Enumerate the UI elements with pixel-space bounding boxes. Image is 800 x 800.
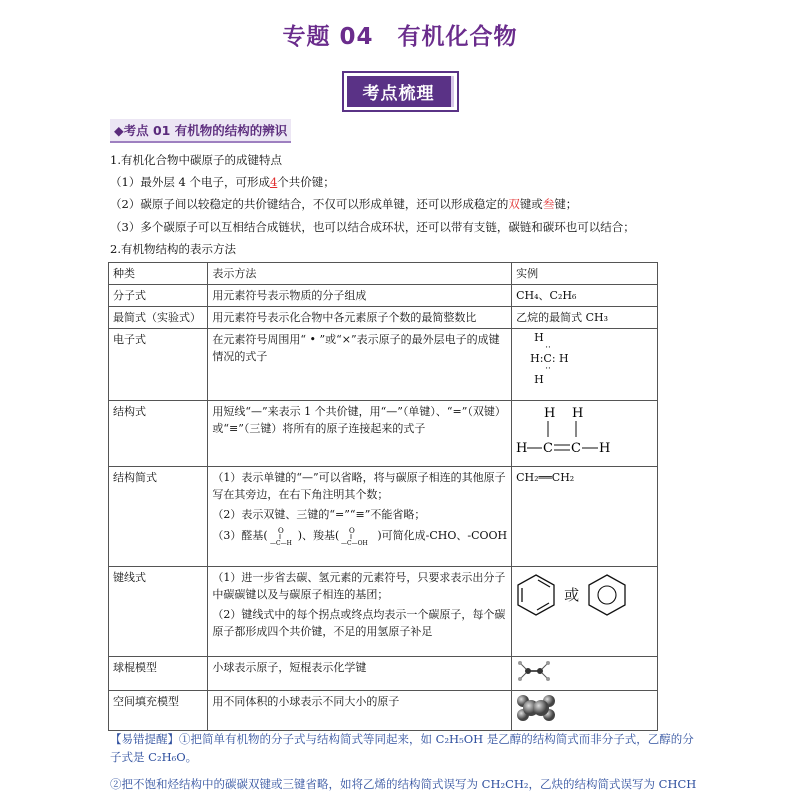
method-cell: （1）进一步省去碳、氢元素的元素符号，只要求表示出分子中碳碳键以及与碳原子相连的基团； （2）键线式中的每个拐点或终点均表示一个碳原子，每个碳原子都形成四个共价键，不足的用氢原子补足 [208,567,512,657]
kind-cell: 结构式 [109,401,208,467]
carboxyl-group-icon [339,526,377,546]
electron-formula: H ·· H:C: H ·· H [530,331,569,386]
table-row [109,263,658,285]
method-cell: 用短线“—”来表示 1 个共价键，用“—”（单键）、“=”（双键）或“≡”（三键）将所有的原子连接起来的式子 [208,401,512,467]
kind-cell: 电子式 [109,329,208,401]
section-banner: 考点梳理 [342,71,459,112]
example-cell [512,657,658,691]
example-cell [512,567,658,657]
error-note-1: 【易错提醒】①把简单有机物的分子式与结构简式等同起来，如 C₂H₅OH 是乙醇的结构简式而非分子式，乙醇的分子式是 C₂H₆O。 [110,732,694,764]
table-row [109,691,658,731]
table-row [109,567,658,657]
svg-text:H: H [544,406,556,421]
table-row [109,307,658,329]
svg-text:H: H [599,441,611,456]
svg-text:O: O [277,527,284,535]
svg-text:—C—H: —C—H [269,540,292,546]
kind-cell: 键线式 [109,567,208,657]
ethylene-structural-formula [516,403,636,459]
sec1-heading: 1.有机化合物中碳原子的成键特点 [110,153,282,167]
table-row [109,401,658,467]
benzene-ring-icon [587,573,627,617]
kind-cell: 最简式（实验式） [109,307,208,329]
example-cell: 乙烷的最简式 CH₃ [512,307,658,329]
svg-text:C: C [571,441,582,456]
table-row [109,285,658,307]
example-cell [512,691,658,731]
sec1-line2: （2）碳原子间以较稳定的共价键结合，不仅可以形成单键，还可以形成稳定的双键或叁键； [110,197,578,211]
example-cell [512,329,658,401]
table-row [109,329,658,401]
sec2-heading: 2.有机物结构的表示方法 [110,242,236,256]
kind-cell: 结构简式 [109,467,208,567]
header-cell: 表示方法 [208,263,512,285]
example-cell [512,401,658,467]
benzene-kekule-icon [516,573,556,617]
svg-text:O: O [349,527,356,535]
table-row [109,657,658,691]
kind-cell: 球棍模型 [109,657,208,691]
error-note-2: ②把不饱和烃结构中的碳碳双键或三键省略，如将乙烯的结构简式误写为 CH₂CH₂，乙炔的结构简式误写为 CHCH [110,777,697,791]
or-label: 或 [564,585,580,604]
sec1-line1: （1）最外层 4 个电子，可形成4个共价键； [110,175,335,189]
table-row [109,467,658,567]
svg-text:—C—OH: —C—OH [341,540,369,546]
space-filling-model-icon [516,693,556,723]
header-cell: 种类 [109,263,208,285]
method-cell: 小球表示原子，短棍表示化学键 [208,657,512,691]
structure-table [108,262,658,731]
header-cell: 实例 [512,263,658,285]
svg-text:C: C [543,441,554,456]
aldehyde-group-icon [268,526,298,546]
method-cell: 用元素符号表示物质的分子组成 [208,285,512,307]
method-cell: 在元素符号周围用“ • ”或“×”表示原子的最外层电子的成键情况的式子 [208,329,512,401]
svg-text:H: H [516,441,528,456]
page-title: 专题 04 有机化合物 [282,24,518,50]
method-cell: 用不同体积的小球表示不同大小的原子 [208,691,512,731]
example-cell: CH₄、C₂H₆ [512,285,658,307]
sec1-line3: （3）多个碳原子可以互相结合成链状，也可以结合成环状，还可以带有支链，碳链和碳环也可以结合； [110,220,635,234]
ball-stick-model-icon [516,659,552,683]
method-cell: 用元素符号表示化合物中各元素原子个数的最简整数比 [208,307,512,329]
kaodian-heading: ◆考点 01 有机物的结构的辨识 [110,119,291,143]
svg-text:H: H [572,406,584,421]
kind-cell: 空间填充模型 [109,691,208,731]
method-cell: （1）表示单键的“—”可以省略，将与碳原子相连的其他原子写在其旁边，在右下角注明其个数； （2）表示双键、三键的“=”“≡”不能省略； （3）醛基( O —C—H )、羧基( O —C—OH )可简化成-CHO、-COOH [208,467,512,567]
kind-cell: 分子式 [109,285,208,307]
example-cell: CH₂══CH₂ [512,467,658,567]
